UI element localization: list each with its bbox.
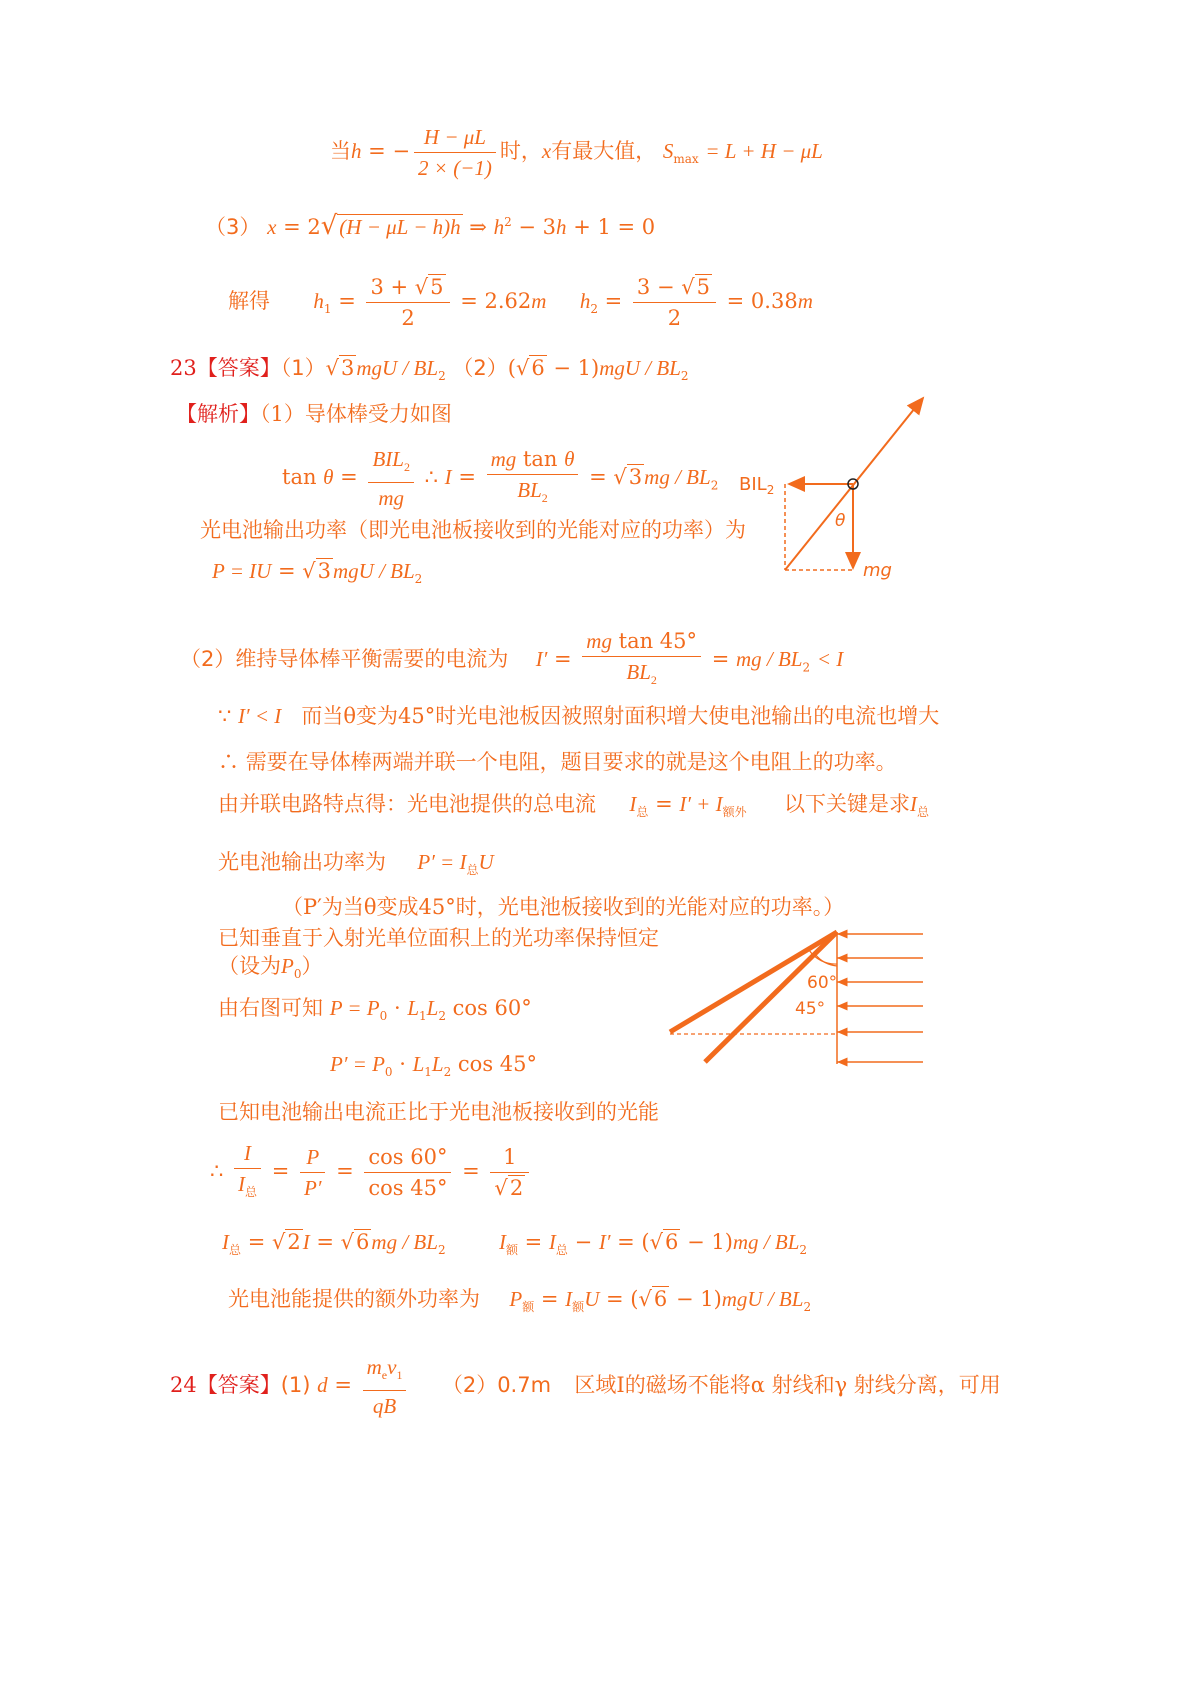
known1b-line: （设为$P_0$） [218,954,323,982]
sub-e-3: 额 [572,1300,585,1315]
q24-answer: 24【答案】(1) d = $\frac{m_ev_1}{qB}$ （2）0.7m 区域Ⅰ的磁场不能将α 射线和γ 射线分离，可用 [170,1352,1001,1421]
key-text: 以下关键是求 [784,792,910,816]
analysis-header [176,400,452,428]
tan-theta-equation: tan θ = $\frac{BIL_2}{mg}$ ∴ I = $\frac{\text{mg tan θ}}{BL_2}$ = $√3mg / BL_2$ [282,444,718,513]
ratio-line: ∴ $\frac{I}{I_总}$ = $\frac{P}{P'}$ = $\frac{\cos 60^\circ}{\cos 45^\circ}$ = $\frac{1}{√2}$ [210,1138,533,1207]
sub-max: max [673,152,699,167]
sub-zong-1: 总 [636,805,649,820]
analysis-label: 【解析】 [176,402,260,426]
output-power-line: 光电池输出功率为 $P' = I_总U$ [218,850,494,878]
force-title: （1）导体棒受力如图 [260,402,452,426]
sub-ewai: 额外 [722,805,747,820]
theta-label: θ [835,511,846,531]
part2-intro: （2）维持导体棒平衡需要的电流为 [180,647,509,672]
sub-zong-5: 总 [229,1243,242,1258]
parallel-text: 由并联电路特点得：光电池提供的总电流 [218,792,596,816]
force-diagram [735,390,935,590]
q23-part2: （2） [452,356,508,380]
known1c-text: ） [301,954,323,978]
part3-label: （3） [205,215,261,239]
q24-part1: (1) [280,1373,311,1398]
sub-zong-2: 总 [917,805,930,820]
max-condition-line: 当h = − $\frac{H - \mu L}{2 \times (-1)}$ 时，x有最大值， $S_{max} = L + H - \mu L$ [330,122,823,183]
sub-e-2: 额 [522,1300,535,1315]
output-power-text: 光电池输出功率为 [218,850,386,874]
solution-line: 解得 $h_1$ = $\frac{3 + √5}{2}$ = 2.62m $h_2$ = $\frac{3 - √5}{2}$ = 0.38m [228,272,813,333]
angle-60-label: 60° [807,973,838,993]
q24-answer-label: 【答案】 [196,1373,281,1398]
p-prime-line: $P' = P_0 \cdot L_1L_2$ cos 45° [330,1052,538,1080]
total-current-line: $I_总 = √2I = √6mg / BL_2$ $I_额 = I_总 - I' = (√6 - 1)mg / BL_2$ [222,1230,808,1258]
therefore-text: 需要在导体棒两端并联一个电阻，题目要求的就是这个电阻上的功率。 [245,750,897,774]
power-intro: 光电池输出功率（即光电池板接收到的光能对应的功率）为 [200,518,746,542]
mg-label: mg [863,560,892,581]
part3-equation: （3） x = 2√(H − μL − h)h ⇒ $h^2 - 3h + 1 = 0$ [205,211,656,241]
angle-45-label: 45° [795,999,826,1019]
parallel-line: 由并联电路特点得：光电池提供的总电流 $I_总 = I' + I_{额外}$ 以下关键是求$I_总$ [218,792,930,820]
sub-zong-4: 总 [245,1185,258,1200]
bil-label: $BIL_2$ [739,474,775,497]
q24-rest: 区域Ⅰ的磁场不能将α 射线和γ 射线分离，可用 [574,1373,1001,1398]
q23-answer-label: 【答案】 [196,356,281,380]
part2-current: （2）维持导体棒平衡需要的电流为 I′ = $\frac{\text{mg tan 45°}}{BL_2}$ = mg / $BL_2 < I$ [180,626,843,695]
q23-answer: 23【答案】$(1)√3mgU / BL_2$ $(2)(√6 - 1)mgU / BL_2$ [170,356,689,384]
because-text: 而当θ变为45°时光电池板因被照射面积增大使电池输出的电流也增大 [301,704,940,728]
shi-label: 时， [499,139,542,163]
therefore-line: ∴ 需要在导体棒两端并联一个电阻，题目要求的就是这个电阻上的功率。 [218,750,897,774]
known2-line: 已知电池输出电流正比于光电池板接收到的光能 [218,1100,659,1124]
known1b-text: （设为 [218,954,281,978]
note-line: （P′为当θ变成45°时，光电池板接收到的光能对应的功率。） [282,895,845,919]
from-figure-line: 由右图可知 $P = P_0 \cdot L_1L_2$ cos 60° [218,996,532,1024]
sub-zong-3: 总 [466,863,479,878]
known1-line: 已知垂直于入射光单位面积上的光功率保持恒定 [218,926,659,950]
q24-part2: （2）0.7m [441,1373,552,1398]
extra-power-line: 光电池能提供的额外功率为 $P_额 = I_额U = (√6 - 1)mgU / BL_2$ [228,1287,812,1315]
q24-number: 24 [170,1373,197,1398]
jiede-label: 解得 [228,289,270,313]
power-equation: P = IU = $√3mgU / BL_2$ [212,559,423,587]
q23-part1: （1） [280,356,326,380]
sub-zong-6: 总 [555,1243,568,1258]
sub-e-1: 额 [505,1243,518,1258]
because-line: ∵ I′ < I 而当θ变为45°时光电池板因被照射面积增大使电池输出的电流也增大 [218,704,940,728]
from-figure-text: 由右图可知 [218,996,323,1020]
light-panel-diagram [665,922,935,1072]
q23-number: 23 [170,356,197,380]
x-max-label: 有最大值， [551,139,657,163]
dang-label: 当 [330,139,351,163]
extra-power-text: 光电池能提供的额外功率为 [228,1287,480,1311]
